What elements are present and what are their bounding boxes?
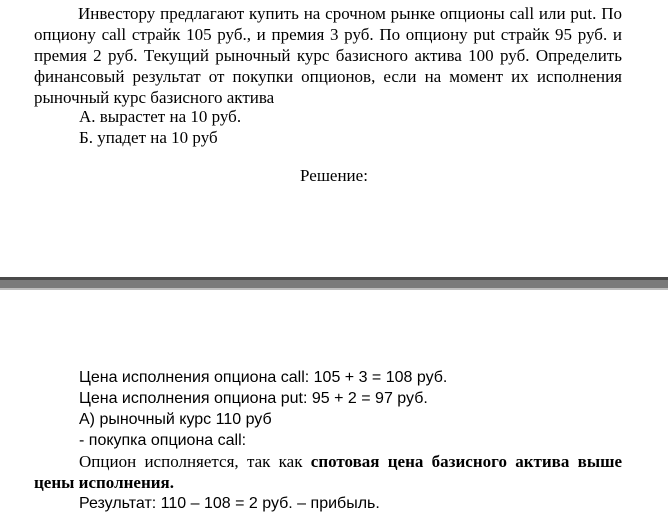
page-divider-band	[0, 280, 668, 288]
page-divider-shadow	[0, 288, 668, 290]
exercise-prefix: Опцион исполняется, так как	[79, 452, 311, 471]
option-a: А. вырастет на 10 руб.	[79, 107, 242, 126]
case-a-heading: А) рыночный курс 110 руб	[79, 411, 272, 428]
solution-heading: Решение:	[300, 166, 368, 185]
exercise-explanation	[34, 451, 622, 493]
call-purchase-heading: - покупка опциона call:	[79, 432, 247, 449]
call-exercise-price: Цена исполнения опциона call: 105 + 3 = 108 руб.	[79, 369, 448, 386]
problem-text: Инвестору предлагают купить на срочном рынке опционы call или put. По опциону call страйк 105 руб., и премия 3 руб. По опциону put страйк 95 руб. и премия 2 руб. Текущий рыночный курс базисного актива 100 руб. Определить финансовый результат от покупки опционов, если на момент их исполнения рыночный курс базисного актива	[34, 4, 622, 107]
exercise-reason: спотовая цена базисного актива выше цены исполнения.	[34, 452, 622, 492]
result-line: Результат: 110 – 108 = 2 руб. – прибыль.	[79, 495, 380, 512]
problem-statement	[34, 3, 622, 108]
solution-block	[34, 367, 622, 514]
put-exercise-price: Цена исполнения опциона put: 95 + 2 = 97 руб.	[79, 390, 428, 407]
option-b: Б. упадет на 10 руб	[79, 128, 218, 147]
